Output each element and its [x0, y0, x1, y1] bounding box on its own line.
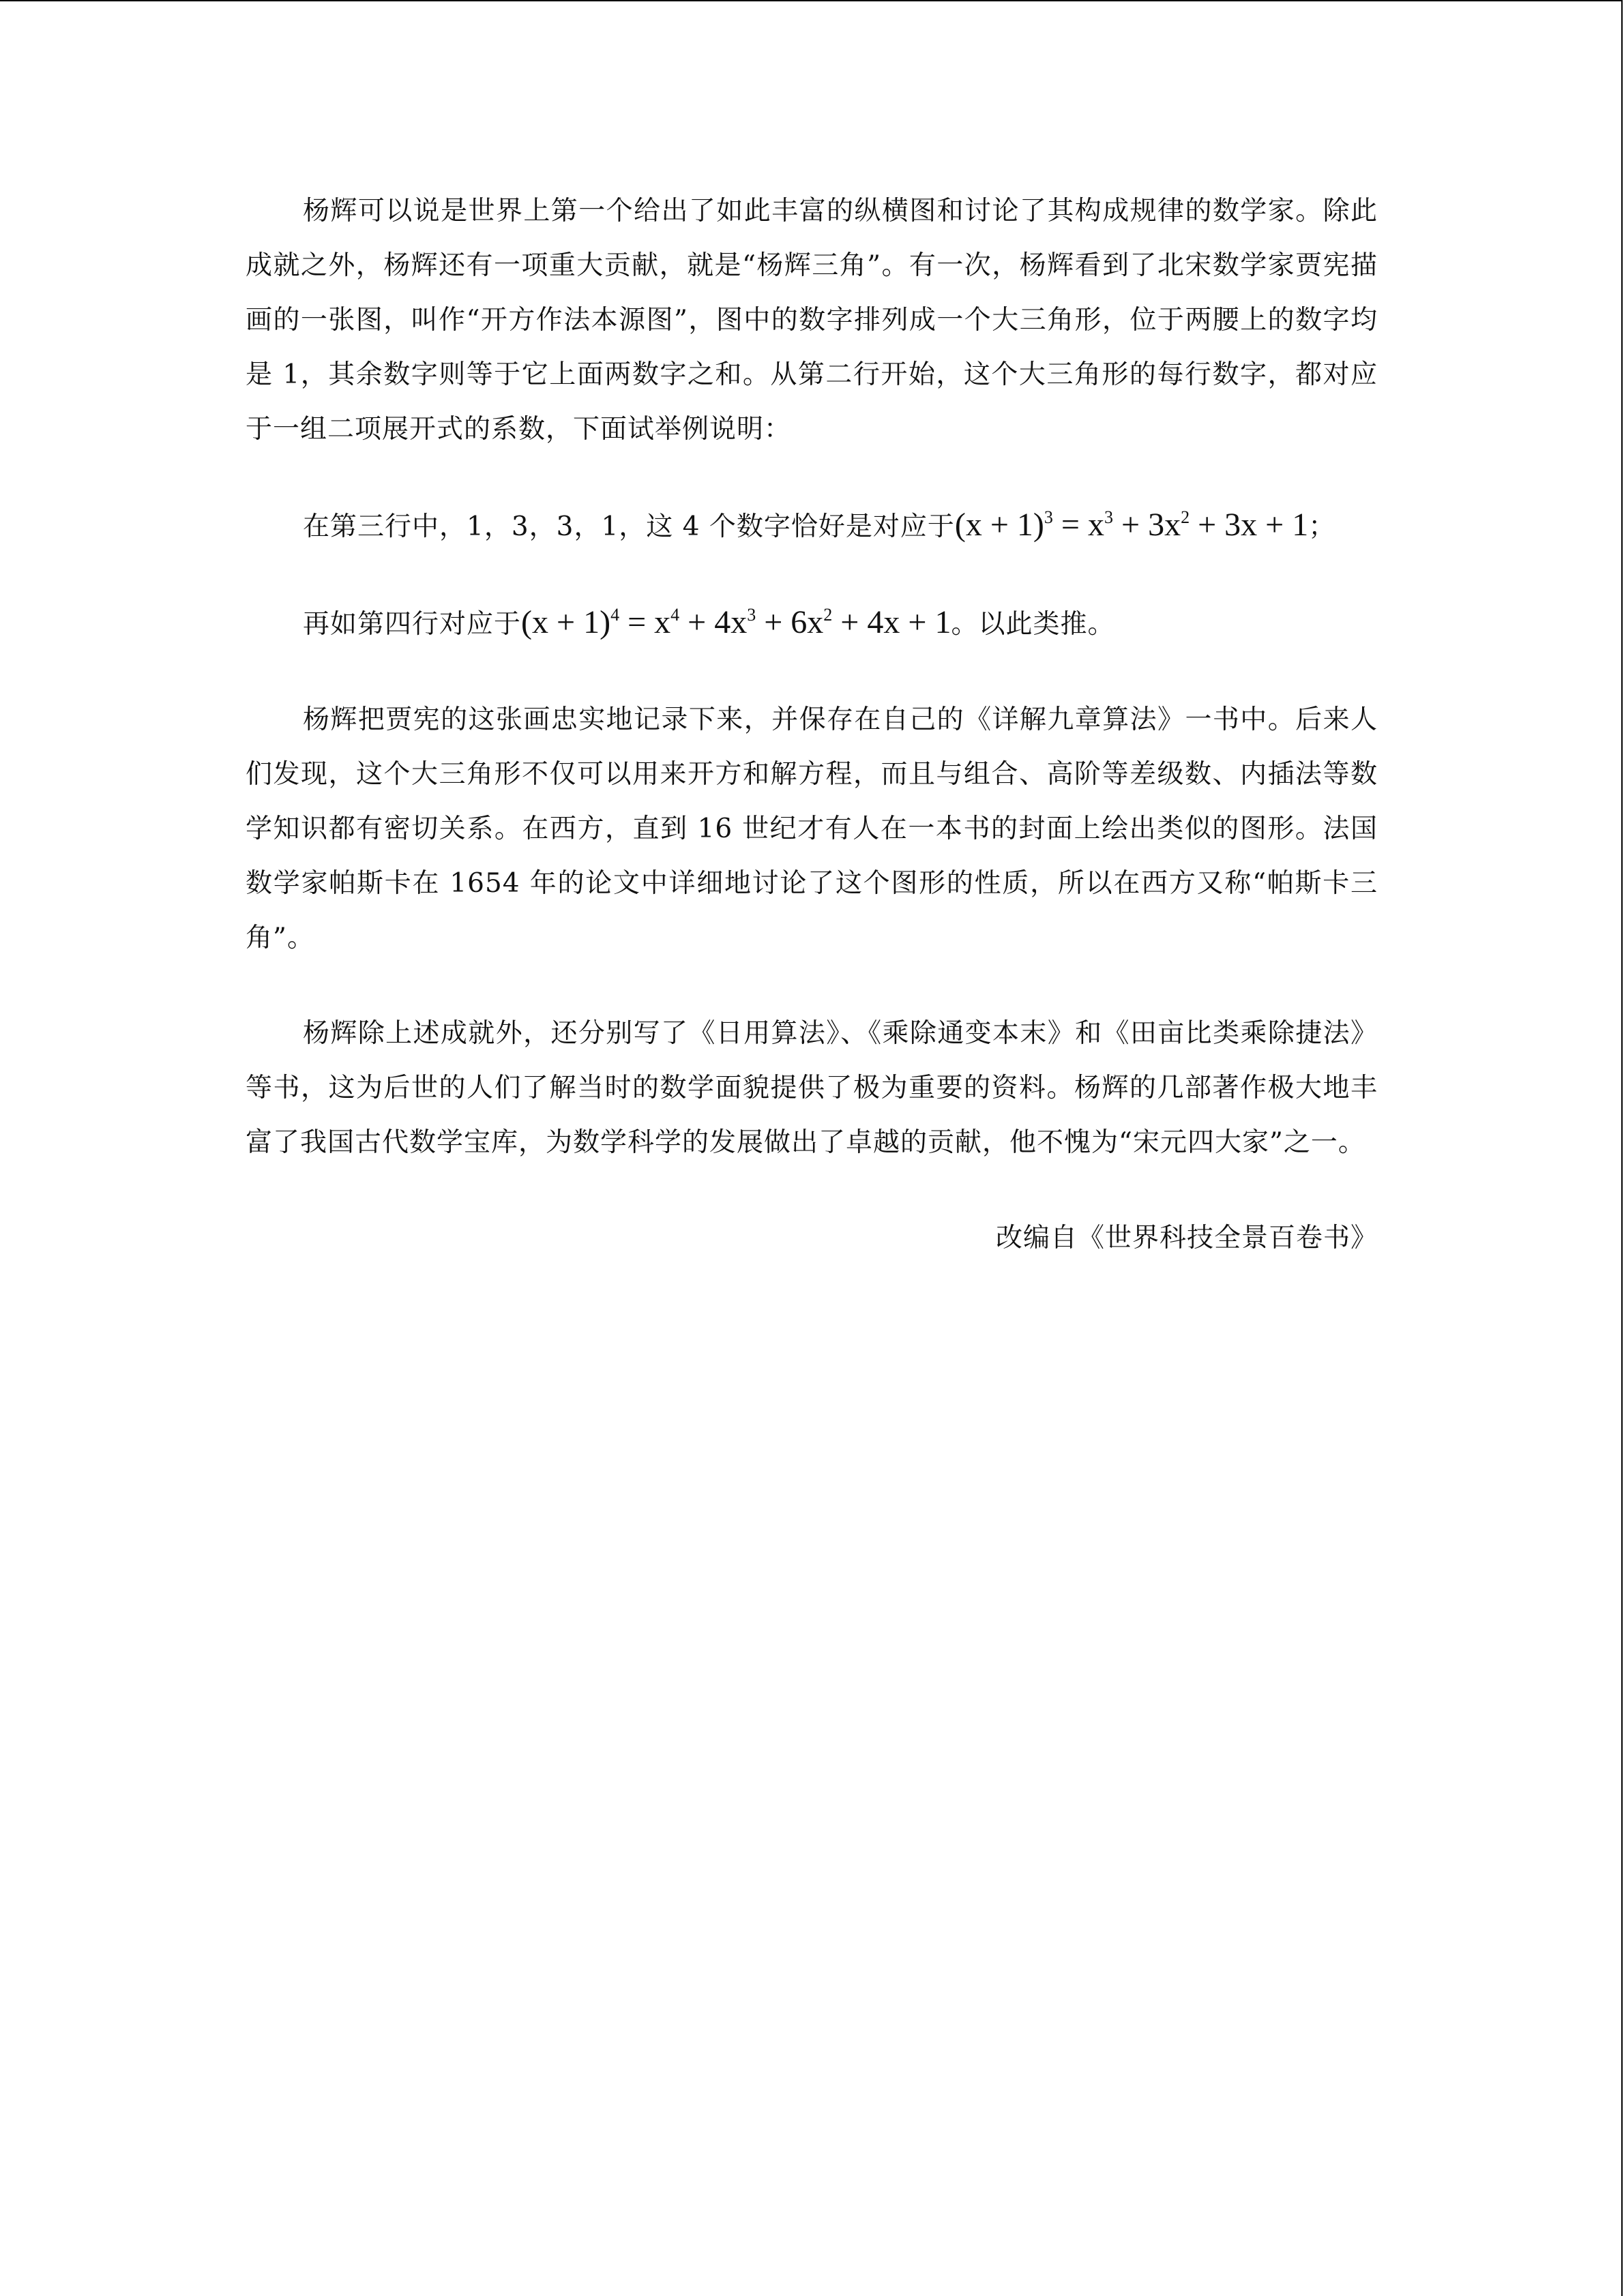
binomial-cube-formula: $(x + 1)^3 = x^3 + 3x^2 + 3x + 1$	[954, 507, 1309, 543]
binomial-fourth-power-formula: $(x + 1)^4 = x^4 + 4x^3 + 6x^2 + 4x + 1$	[521, 604, 951, 640]
example-fourth-row-suffix: 。以此类推。	[951, 609, 1115, 640]
example-third-row-suffix: ；	[1308, 511, 1336, 542]
paragraph-yang-hui-triangle-intro: 杨辉可以说是世界上第一个给出了如此丰富的纵横图和讨论了其构成规律的数学家。除此成就之外，杨辉还有一项重大贡献，就是“杨辉三角”。有一次，杨辉看到了北宋数学家贾宪描画的一张图，叫作“开方作法本源图”，图中的数字排列成一个大三角形，位于两腰上的数字均是 1，其余数字则等于它上面两数字之和。从第二行开始，这个大三角形的每行数字，都对应于一组二项展开式的系数，下面试举例说明：	[246, 196, 1378, 445]
example-fourth-row	[246, 595, 1378, 652]
paragraph-other-works: 杨辉除上述成就外，还分别写了《日用算法》、《乘除通变本末》和《田亩比类乘除捷法》等书，这为后世的人们了解当时的数学面貌提供了极为重要的资料。杨辉的几部著作极大地丰富了我国古代数学宝库，为数学科学的发展做出了卓越的贡献，他不愧为“宋元四大家”之一。	[246, 1018, 1378, 1158]
paragraph-pascal-triangle: 杨辉把贾宪的这张画忠实地记录下来，并保存在自己的《详解九章算法》一书中。后来人们发现，这个大三角形不仅可以用来开方和解方程，而且与组合、高阶等差级数、内插法等数学知识都有密切关系。在西方，直到 16 世纪才有人在一本书的封面上绘出类似的图形。法国数学家帕斯卡在 1654 年的论文中详细地讨论了这个图形的性质，所以在西方又称“帕斯卡三角”。	[246, 704, 1378, 953]
article-body	[246, 184, 1378, 1266]
example-fourth-row-text: 再如第四行对应于	[303, 609, 522, 640]
example-third-row-text: 在第三行中，1，3，3，1，这 4 个数字恰好是对应于	[303, 511, 955, 542]
example-third-row	[246, 498, 1378, 554]
source-citation: 改编自《世界科技全景百卷书》	[995, 1223, 1378, 1253]
